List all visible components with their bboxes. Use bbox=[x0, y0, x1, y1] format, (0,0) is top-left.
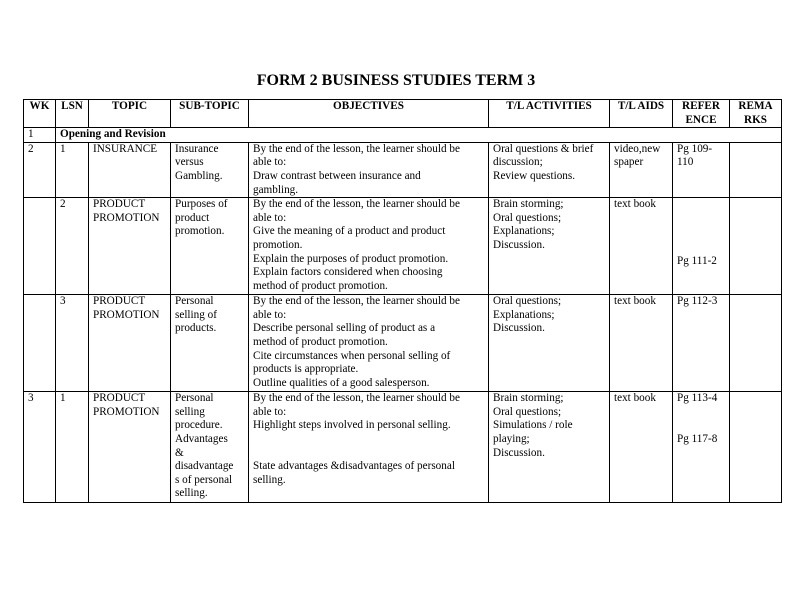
subtopic-line: Purposes of bbox=[175, 198, 228, 211]
cell-subtopic bbox=[171, 198, 249, 295]
activities-line: Simulations / role bbox=[493, 419, 573, 432]
topic-line: PRODUCT bbox=[93, 392, 146, 405]
topic-line: PROMOTION bbox=[93, 308, 160, 321]
cell-aids bbox=[610, 392, 673, 503]
subtopic-line: products. bbox=[175, 322, 217, 335]
lesson-row bbox=[24, 295, 782, 392]
header-subtopic: SUB-TOPIC bbox=[171, 100, 249, 128]
cell-remarks bbox=[730, 392, 782, 503]
activities-line: Oral questions; bbox=[493, 295, 562, 308]
objectives-line: able to: bbox=[253, 405, 287, 418]
objectives-line: method of product promotion. bbox=[253, 335, 388, 348]
objectives-line: Highlight steps involved in personal selling. bbox=[253, 419, 451, 432]
week1-wk: 1 bbox=[24, 128, 56, 143]
subtopic-line: versus bbox=[175, 156, 204, 169]
objectives-line: selling. bbox=[253, 473, 286, 486]
cell-aids bbox=[610, 142, 673, 197]
subtopic-line: selling of bbox=[175, 308, 217, 321]
activities-line: Oral questions & brief bbox=[493, 142, 594, 155]
objectives-line: products is appropriate. bbox=[253, 363, 359, 376]
cell-topic bbox=[89, 142, 171, 197]
objectives-line: gambling. bbox=[253, 183, 299, 196]
aids-line: text book bbox=[614, 198, 656, 211]
objectives-line: By the end of the lesson, the learner should be bbox=[253, 198, 460, 211]
cell-ref bbox=[673, 142, 730, 197]
header-reference-line2: ENCE bbox=[685, 113, 717, 126]
objectives-line: promotion. bbox=[253, 238, 303, 251]
cell-ref bbox=[673, 392, 730, 503]
objectives-line: Describe personal selling of product as a bbox=[253, 322, 436, 335]
activities-line: Review questions. bbox=[493, 169, 576, 182]
topic-line: INSURANCE bbox=[93, 142, 158, 155]
ref-line bbox=[677, 419, 725, 433]
activities-line: discussion; bbox=[493, 156, 543, 169]
objectives-line bbox=[253, 433, 484, 447]
objectives-line: By the end of the lesson, the learner should be bbox=[253, 142, 460, 155]
cell-remarks bbox=[730, 295, 782, 392]
cell-lsn: 2 bbox=[56, 198, 89, 295]
objectives-line: Give the meaning of a product and product bbox=[253, 225, 446, 238]
scheme-of-work-table bbox=[23, 99, 782, 503]
cell-subtopic bbox=[171, 142, 249, 197]
cell-lsn: 1 bbox=[56, 142, 89, 197]
objectives-line: By the end of the lesson, the learner should be bbox=[253, 295, 460, 308]
subtopic-line: selling bbox=[175, 405, 205, 418]
objectives-line: Outline qualities of a good salesperson. bbox=[253, 376, 430, 389]
header-remarks-line1: REMA bbox=[738, 100, 773, 112]
cell-activities bbox=[489, 142, 610, 197]
subtopic-line: Insurance bbox=[175, 142, 219, 155]
activities-line: Brain storming; bbox=[493, 392, 564, 405]
objectives-line: State advantages &disadvantages of personal bbox=[253, 460, 455, 473]
subtopic-line: product bbox=[175, 211, 210, 224]
objectives-line: able to: bbox=[253, 308, 287, 321]
subtopic-line: disadvantage bbox=[175, 460, 234, 473]
cell-remarks bbox=[730, 142, 782, 197]
header-aids: T/L AIDS bbox=[610, 100, 673, 128]
week1-text: Opening and Revision bbox=[56, 128, 782, 143]
cell-subtopic bbox=[171, 295, 249, 392]
lesson-row bbox=[24, 142, 782, 197]
objectives-line: Draw contrast between insurance and bbox=[253, 169, 421, 182]
subtopic-line: & bbox=[175, 446, 184, 459]
activities-line: Discussion. bbox=[493, 446, 545, 459]
activities-line: playing; bbox=[493, 432, 530, 445]
activities-line: Discussion. bbox=[493, 238, 545, 251]
subtopic-line: promotion. bbox=[175, 225, 225, 238]
cell-ref bbox=[673, 198, 730, 295]
topic-line: PROMOTION bbox=[93, 211, 160, 224]
cell-wk bbox=[24, 198, 56, 295]
cell-wk: 2 bbox=[24, 142, 56, 197]
header-remarks-line2: RKS bbox=[743, 113, 767, 126]
cell-activities bbox=[489, 392, 610, 503]
subtopic-line: Personal bbox=[175, 392, 214, 405]
ref-line: Pg 111-2 bbox=[677, 254, 717, 267]
header-lsn: LSN bbox=[56, 100, 89, 128]
lesson-row bbox=[24, 392, 782, 503]
topic-line: PRODUCT bbox=[93, 295, 146, 308]
cell-lsn: 3 bbox=[56, 295, 89, 392]
objectives-line: Explain factors considered when choosing bbox=[253, 266, 443, 279]
subtopic-line: selling. bbox=[175, 487, 208, 500]
cell-wk: 3 bbox=[24, 392, 56, 503]
cell-remarks bbox=[730, 198, 782, 295]
cell-wk bbox=[24, 295, 56, 392]
aids-line: video,new bbox=[614, 142, 661, 155]
header-wk: WK bbox=[24, 100, 56, 128]
aids-line: text book bbox=[614, 295, 656, 308]
header-activities: T/L ACTIVITIES bbox=[489, 100, 610, 128]
cell-activities bbox=[489, 198, 610, 295]
topic-line: PRODUCT bbox=[93, 198, 146, 211]
header-topic: TOPIC bbox=[89, 100, 171, 128]
ref-line: 110 bbox=[677, 156, 694, 169]
header-reference bbox=[673, 100, 730, 128]
subtopic-line: Advantages bbox=[175, 432, 228, 445]
objectives-line: able to: bbox=[253, 156, 287, 169]
header-row bbox=[24, 100, 782, 128]
ref-line: Pg 109- bbox=[677, 142, 713, 155]
week1-row bbox=[24, 128, 782, 143]
cell-topic bbox=[89, 295, 171, 392]
header-remarks bbox=[730, 100, 782, 128]
ref-line: Pg 113-4 bbox=[677, 392, 718, 405]
cell-aids bbox=[610, 295, 673, 392]
objectives-line: method of product promotion. bbox=[253, 279, 388, 292]
aids-line: text book bbox=[614, 392, 656, 405]
cell-objectives bbox=[249, 198, 489, 295]
cell-aids bbox=[610, 198, 673, 295]
cell-topic bbox=[89, 392, 171, 503]
cell-activities bbox=[489, 295, 610, 392]
cell-objectives bbox=[249, 392, 489, 503]
ref-line: Pg 117-8 bbox=[677, 432, 718, 445]
header-reference-line1: REFER bbox=[682, 100, 720, 112]
subtopic-line: Gambling. bbox=[175, 169, 223, 182]
cell-topic bbox=[89, 198, 171, 295]
topic-line: PROMOTION bbox=[93, 405, 160, 418]
subtopic-line: Personal bbox=[175, 295, 214, 308]
header-objectives: OBJECTIVES bbox=[249, 100, 489, 128]
ref-line bbox=[677, 406, 725, 420]
lesson-row bbox=[24, 198, 782, 295]
subtopic-line: procedure. bbox=[175, 419, 223, 432]
subtopic-line: s of personal bbox=[175, 473, 233, 486]
cell-objectives bbox=[249, 142, 489, 197]
page-title: FORM 2 BUSINESS STUDIES TERM 3 bbox=[256, 72, 536, 89]
ref-line: Pg 112-3 bbox=[677, 295, 718, 308]
objectives-line bbox=[253, 447, 484, 461]
activities-line: Explanations; bbox=[493, 308, 555, 321]
cell-objectives bbox=[249, 295, 489, 392]
objectives-line: By the end of the lesson, the learner should be bbox=[253, 392, 460, 405]
cell-subtopic bbox=[171, 392, 249, 503]
objectives-line: Explain the purposes of product promotion. bbox=[253, 252, 449, 265]
cell-lsn: 1 bbox=[56, 392, 89, 503]
aids-line: spaper bbox=[614, 156, 644, 169]
objectives-line: able to: bbox=[253, 211, 287, 224]
activities-line: Discussion. bbox=[493, 322, 545, 335]
objectives-line: Cite circumstances when personal selling of bbox=[253, 349, 451, 362]
activities-line: Oral questions; bbox=[493, 211, 562, 224]
cell-ref bbox=[673, 295, 730, 392]
activities-line: Oral questions; bbox=[493, 405, 562, 418]
activities-line: Brain storming; bbox=[493, 198, 564, 211]
activities-line: Explanations; bbox=[493, 225, 555, 238]
